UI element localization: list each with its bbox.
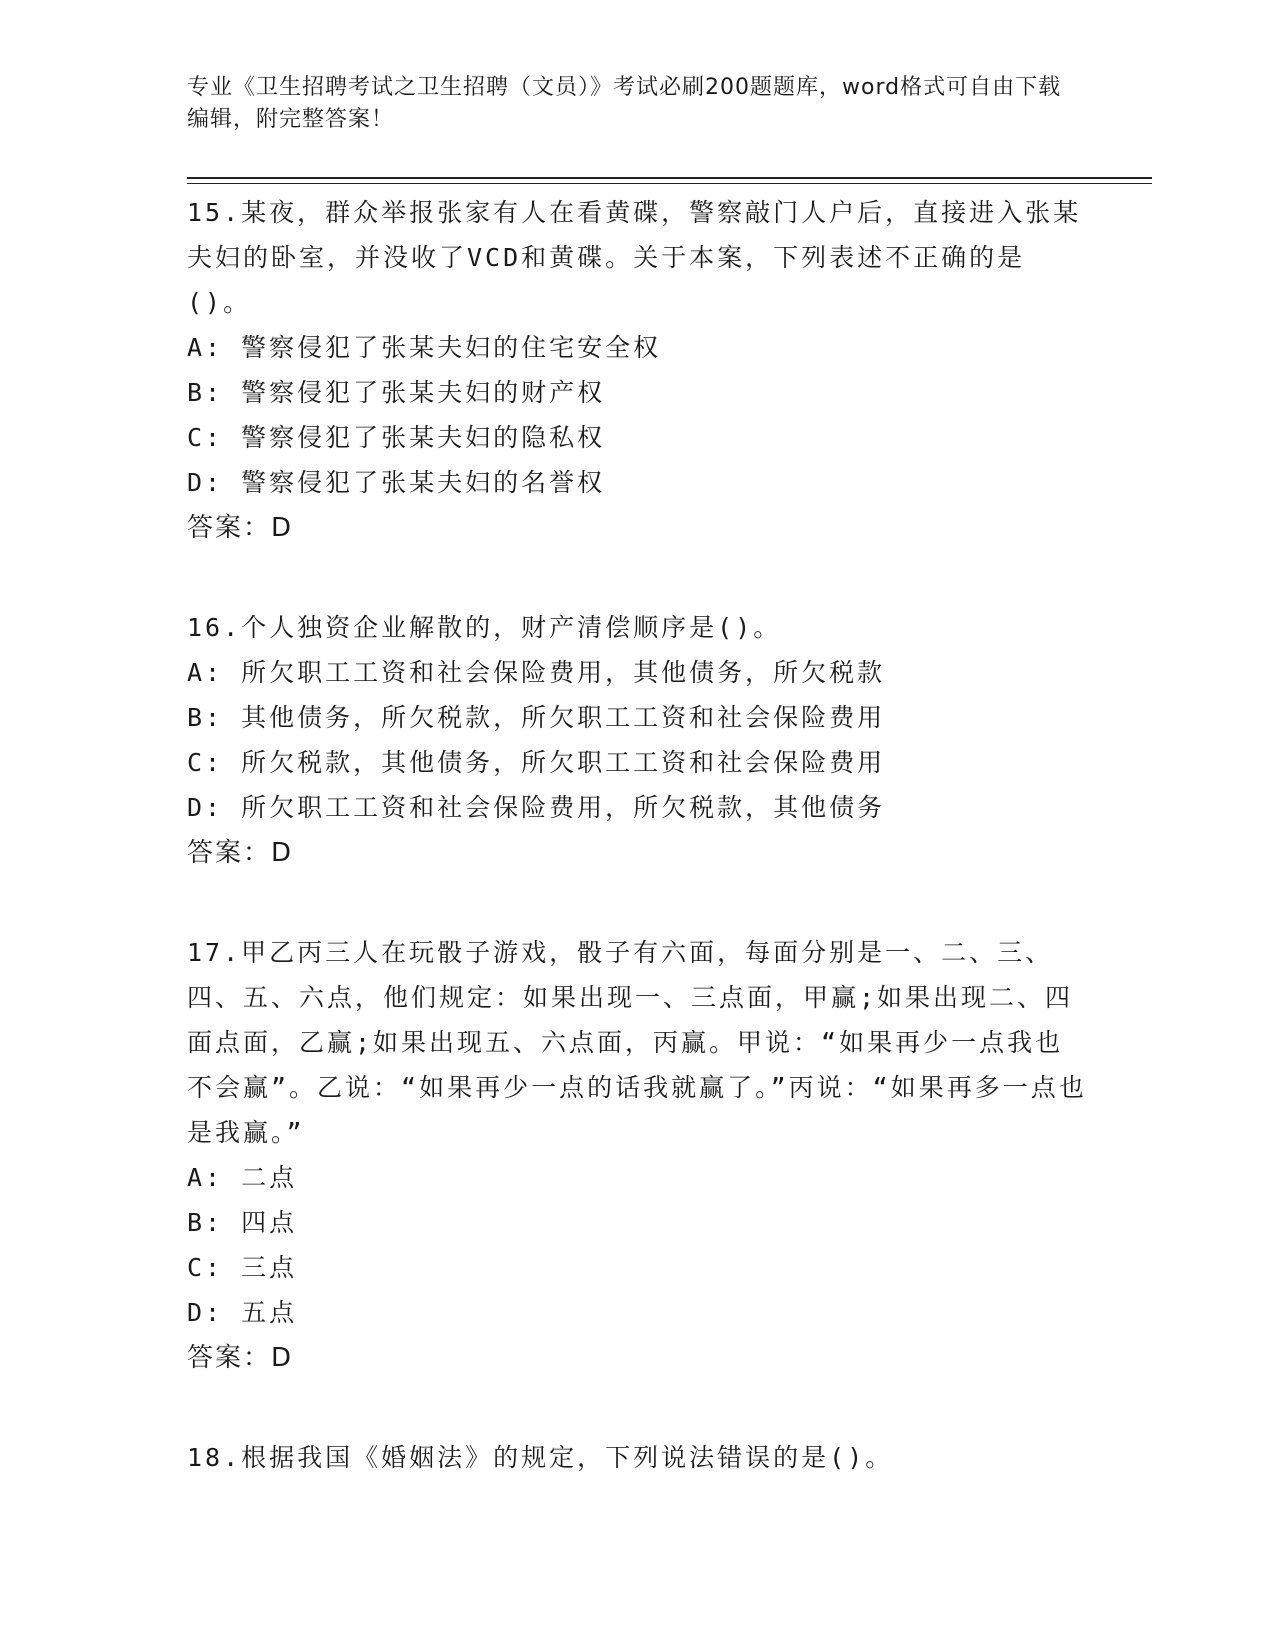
question-15 [187, 190, 1087, 551]
option-c: C: 所欠税款，其他债务，所欠职工工资和社会保险费用 [187, 748, 886, 777]
question-18 [187, 1435, 1087, 1480]
option-b: B: 四点 [187, 1208, 298, 1237]
header-rule-thick [187, 177, 1152, 179]
option-d: D: 五点 [187, 1298, 298, 1327]
answer-line: 答案：D [187, 838, 294, 868]
answer-line: 答案：D [187, 1343, 294, 1373]
answer-line: 答案：D [187, 513, 294, 543]
question-17 [187, 930, 1087, 1381]
header-rule-thin [187, 183, 1152, 184]
option-a: A: 所欠职工工资和社会保险费用，其他债务，所欠税款 [187, 658, 886, 687]
question-list [187, 190, 1087, 1534]
option-d: D: 所欠职工工资和社会保险费用，所欠税款，其他债务 [187, 793, 886, 822]
option-c: C: 三点 [187, 1253, 298, 1282]
option-a: A: 二点 [187, 1163, 298, 1192]
option-a: A: 警察侵犯了张某夫妇的住宅安全权 [187, 333, 662, 362]
question-stem: 16.个人独资企业解散的，财产清偿顺序是()。 [187, 613, 782, 642]
option-c: C: 警察侵犯了张某夫妇的隐私权 [187, 423, 606, 452]
option-d: D: 警察侵犯了张某夫妇的名誉权 [187, 468, 606, 497]
question-stem: 17.甲乙丙三人在玩骰子游戏，骰子有六面，每面分别是一、二、三、四、五、六点，他们规定：如果出现一、三点面，甲赢;如果出现二、四面点面，乙赢;如果出现五、六点面，丙赢。甲说：“如果再少一点我也不会赢”。乙说：“如果再少一点的话我就赢了。”丙说：“如果再多一点也是我赢。” [187, 938, 1087, 1147]
question-16 [187, 605, 1087, 876]
option-b: B: 警察侵犯了张某夫妇的财产权 [187, 378, 606, 407]
option-b: B: 其他债务，所欠税款，所欠职工工资和社会保险费用 [187, 703, 886, 732]
question-stem: 18.根据我国《婚姻法》的规定，下列说法错误的是()。 [187, 1443, 894, 1472]
question-stem: 15.某夜，群众举报张家有人在看黄碟，警察敲门人户后，直接进入张某夫妇的卧室，并没收了VCD和黄碟。关于本案，下列表述不正确的是()。 [187, 198, 1082, 317]
page-header: 专业《卫生招聘考试之卫生招聘（文员）》考试必刷200题题库，word格式可自由下载编辑，附完整答案！ [187, 75, 1062, 132]
